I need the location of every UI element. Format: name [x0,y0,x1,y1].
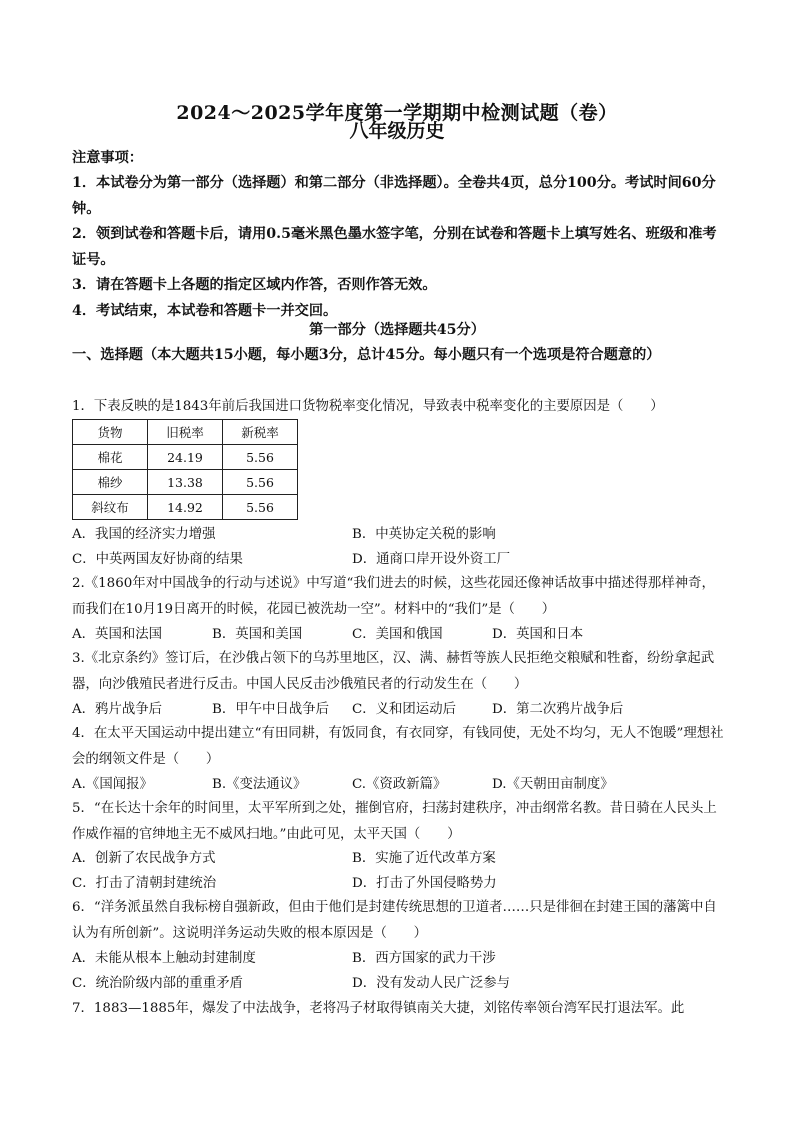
section-one-heading: 一、选择题（本大题共15小题，每小题3分，总计45分。每小题只有一个选项是符合题意的） [72,347,661,363]
option-a[interactable]: A．创新了农民战争方式 [72,851,216,866]
question-7-stem: 7．1883—1885年，爆发了中法战争，老将冯子材取得镇南关大捷，刘铭传率领台湾军民打退法军。此 [72,1001,685,1016]
question-2-stem: 2.《1860年对中国战争的行动与述说》中写道“我们进去的时候，这些花园还像神话故事中描述得那样神奇，而我们在10月19日离开的时候，花园已被洗劫一空”。材料中的“我们”是（ ） [72,576,715,617]
option-b[interactable]: B．甲午中日战争后 [212,702,329,717]
notice-item: 2．领到试卷和答题卡后，请用0.5毫米黑色墨水签字笔，分别在试卷和答题卡上填写姓名、班级和准考证号。 [72,226,717,268]
notice-item: 4．考试结束，本试卷和答题卡一并交回。 [72,302,338,319]
option-a[interactable]: A．我国的经济实力增强 [72,527,216,542]
option-b[interactable]: B．西方国家的武力干涉 [352,951,496,966]
option-a[interactable]: A．鸦片战争后 [72,702,163,717]
question-5-options-row-1 [72,846,724,871]
table-cell: 5.56 [223,495,298,520]
table-header-cell: 旧税率 [148,420,223,445]
question-3-stem: 3.《北京条约》签订后，在沙俄占领下的乌苏里地区，汉、满、赫哲等族人民拒绝交粮赋和牲畜，纷纷拿起武器，向沙俄殖民者进行反击。中国人民反击沙俄殖民者的行动发生在（ ） [72,651,715,692]
question-5-stem: 5．“在长达十余年的时间里，太平军所到之处，摧倒官府，扫荡封建秩序，冲击纲常名教。昔日骑在人民头上作威作福的官绅地主无不威风扫地。”由此可见，太平天国（ ） [72,801,717,842]
option-d[interactable]: D．第二次鸦片战争后 [492,702,624,717]
exam-subtitle: 八年级历史 [349,120,445,142]
notice-item: 3．请在答题卡上各题的指定区域内作答，否则作答无效。 [72,277,437,293]
question-1-stem: 1．下表反映的是1843年前后我国进口货物税率变化情况，导致表中税率变化的主要原因是（ ） [72,399,664,414]
option-d[interactable]: D．英国和日本 [492,627,584,642]
table-cell: 24.19 [148,445,223,470]
option-b[interactable]: B．英国和美国 [212,627,303,642]
notice-heading: 注意事项： [72,150,143,166]
table-cell: 13.38 [148,470,223,495]
notice-list [72,171,722,324]
table-row [73,470,298,495]
option-c[interactable]: C．打击了清朝封建统治 [72,876,217,891]
table-cell: 5.56 [223,470,298,495]
table-header-row [73,420,298,445]
table-header-cell: 货物 [73,420,148,445]
option-c[interactable]: C．美国和俄国 [352,627,443,642]
option-a[interactable]: A.《国闻报》 [72,777,153,792]
question-6-options-row-1 [72,946,724,971]
table-header-cell: 新税率 [223,420,298,445]
option-d[interactable]: D．没有发动人民广泛参与 [352,976,511,991]
table-cell: 棉花 [73,445,148,470]
option-d[interactable]: D．通商口岸开设外资工厂 [352,552,511,567]
table-cell: 14.92 [148,495,223,520]
question-5-options-row-2 [72,871,724,896]
option-c[interactable]: C．义和团运动后 [352,702,456,717]
question-4-stem: 4．在太平天国运动中提出建立“有田同耕，有饭同食，有衣同穿，有钱同使，无处不均匀，无人不饱暖”理想社会的纲领文件是（ ） [72,726,724,767]
table-row [73,495,298,520]
option-a[interactable]: A．未能从根本上触动封建制度 [72,951,256,966]
question-6-options-row-2 [72,971,724,996]
question-1-options-row-1 [72,522,724,547]
part-one-heading: 第一部分（选择题共45分） [309,322,485,338]
tax-rate-table [72,419,298,520]
question-4-options [72,772,724,797]
notice-item: 1．本试卷分为第一部分（选择题）和第二部分（非选择题）。全卷共4页，总分100分。考试时间60分钟。 [72,175,716,217]
table-cell: 斜纹布 [73,495,148,520]
option-b[interactable]: B．实施了近代改革方案 [352,851,496,866]
table-cell: 棉纱 [73,470,148,495]
question-3-options [72,697,724,722]
option-b[interactable]: B.《变法通议》 [212,777,307,792]
table-cell: 5.56 [223,445,298,470]
question-1-options-row-2 [72,547,724,572]
option-d[interactable]: D．打击了外国侵略势力 [352,876,497,891]
option-c[interactable]: C.《资政新篇》 [352,777,447,792]
table-row [73,445,298,470]
option-a[interactable]: A．英国和法国 [72,627,163,642]
option-c[interactable]: C．中英两国友好协商的结果 [72,552,243,567]
exam-title: 2024～2025学年度第一学期期中检测试题（卷） [176,102,618,124]
question-2-options [72,622,724,647]
question-6-stem: 6．“洋务派虽然自我标榜自强新政，但由于他们是封建传统思想的卫道者……只是徘徊在封建王国的藩篱中自认为有所创新”。这说明洋务运动失败的根本原因是（ ） [72,900,717,941]
option-b[interactable]: B．中英协定关税的影响 [352,527,496,542]
option-d[interactable]: D.《天朝田亩制度》 [492,777,614,792]
option-c[interactable]: C．统治阶级内部的重重矛盾 [72,976,243,991]
